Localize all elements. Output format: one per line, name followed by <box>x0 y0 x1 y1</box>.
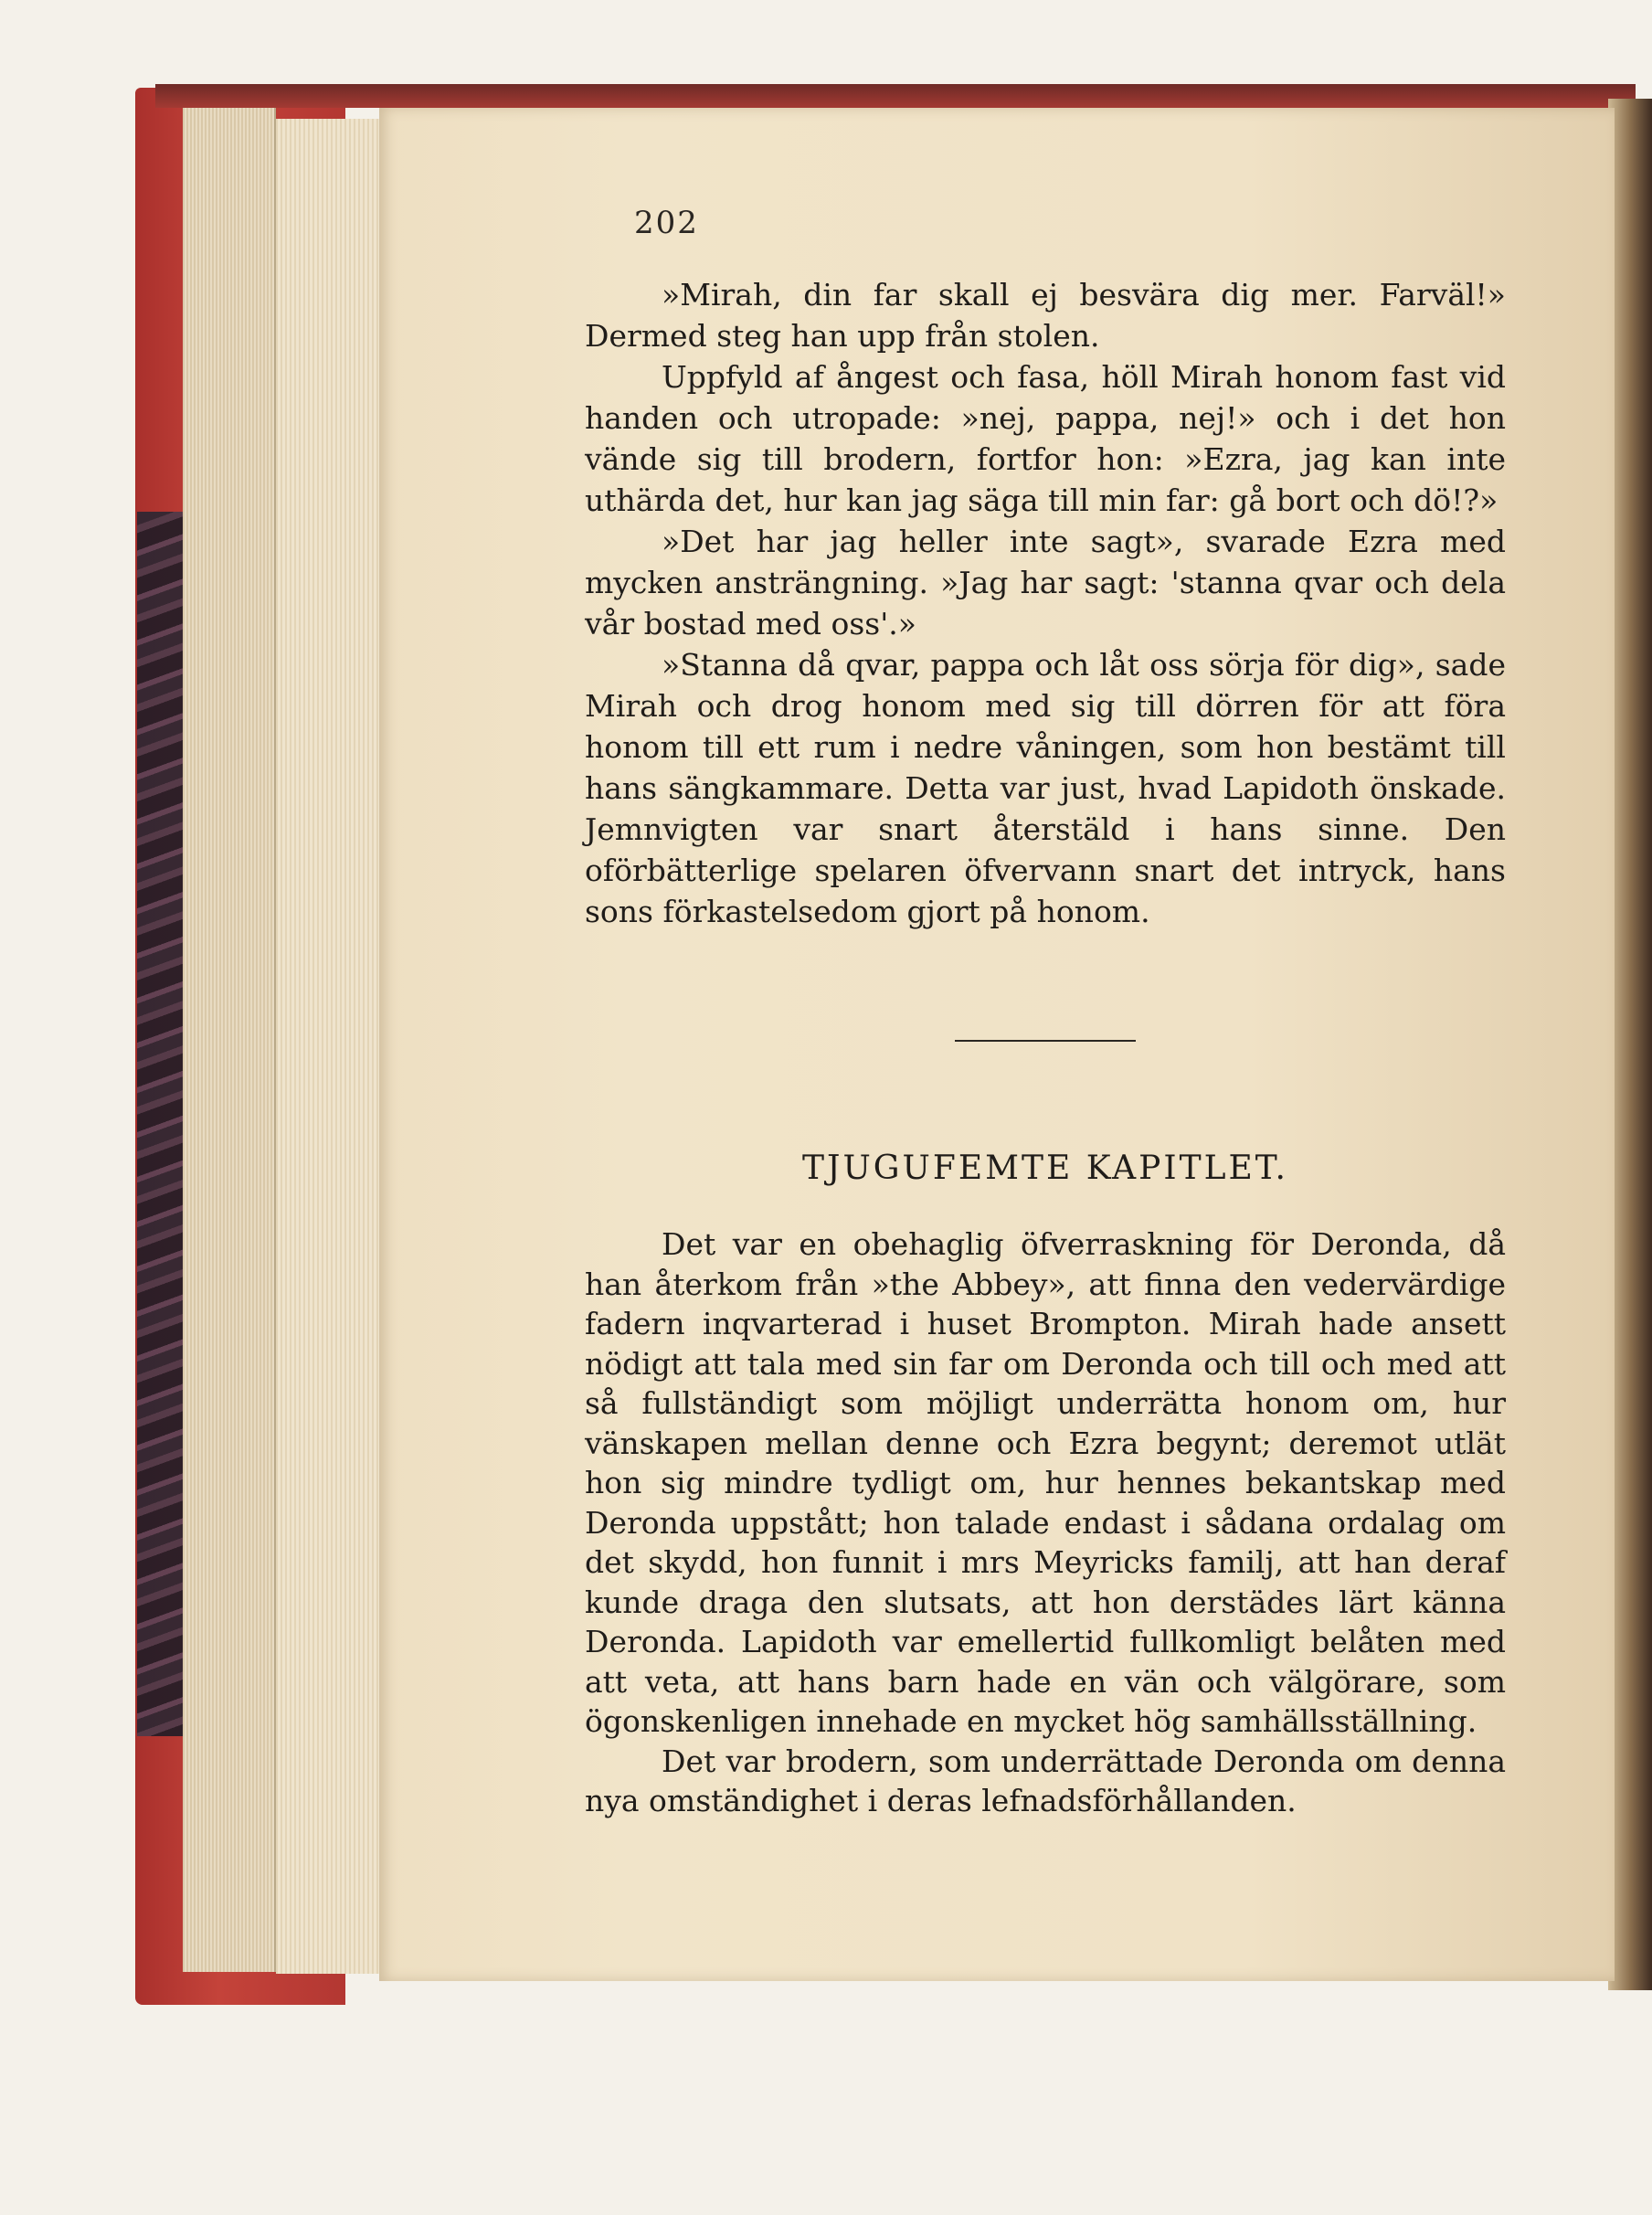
paragraph: »Det har jag heller inte sagt», svarade Ezra med mycken ansträngning. »Jag har sagt: 'stanna qvar och dela vår bostad med oss'.» <box>585 524 1506 641</box>
page-stack-inner <box>276 119 386 1974</box>
book-cover-top-edge <box>155 84 1636 108</box>
book-gutter <box>1608 99 1652 1990</box>
section-divider <box>955 1040 1136 1042</box>
paragraph: Det var brodern, som underrättade Deronda om denna nya omständighet i deras lefnadsförhållanden. <box>585 1743 1506 1818</box>
text-block-top <box>585 274 1506 932</box>
chapter-title: TJUGUFEMTE KAPITLET. <box>802 1150 1288 1187</box>
page-number: 202 <box>634 205 699 241</box>
page-stack-left <box>183 108 276 1972</box>
paragraph: Det var en obehaglig öfverraskning för Deronda, då han återkom från »the Abbey», att finna den vedervärdige fadern inqvarterad i huset Brompton. Mirah hade ansett nödigt att tala med sin far om Deronda och till och med att så fullständigt som möjligt underrätta honom om, hur vänskapen mellan denne och Ezra begynt; deremot utlät hon sig mindre tydligt om, hur hennes bekantskap med Deronda uppstått; hon talade endast i sådana ordalag om det skydd, hon funnit i mrs Meyricks familj, att han deraf kunde draga den slutsats, att hon derstädes lärt känna Deronda. Lapidoth var emellertid fullkomligt belåten med att veta, att hans barn hade en vän och välgörare, som ögonskenligen innehade en mycket hög samhällsställning. <box>585 1226 1506 1739</box>
paragraph: »Mirah, din far skall ej besvära dig mer. Farväl!» Dermed steg han upp från stolen. <box>585 277 1506 354</box>
paragraph: Uppfyld af ångest och fasa, höll Mirah honom fast vid handen och utropade: »nej, pappa, nej!» och i det hon vände sig till brodern, fortfor hon: »Ezra, jag kan inte uthärda det, hur kan jag säga till min far: gå bort och dö!?» <box>585 359 1506 518</box>
paragraph: »Stanna då qvar, pappa och låt oss sörja för dig», sade Mirah och drog honom med sig till dörren för att föra honom till ett rum i nedre våningen, som hon bestämt till hans sängkammare. Detta var just, hvad Lapidoth önskade. Jemnvigten var snart återstäld i hans sinne. Den oförbätterlige spelaren öfvervann snart det intryck, hans sons förkastelsedom gjort på honom. <box>585 647 1506 929</box>
text-block-bottom <box>585 1224 1506 1821</box>
